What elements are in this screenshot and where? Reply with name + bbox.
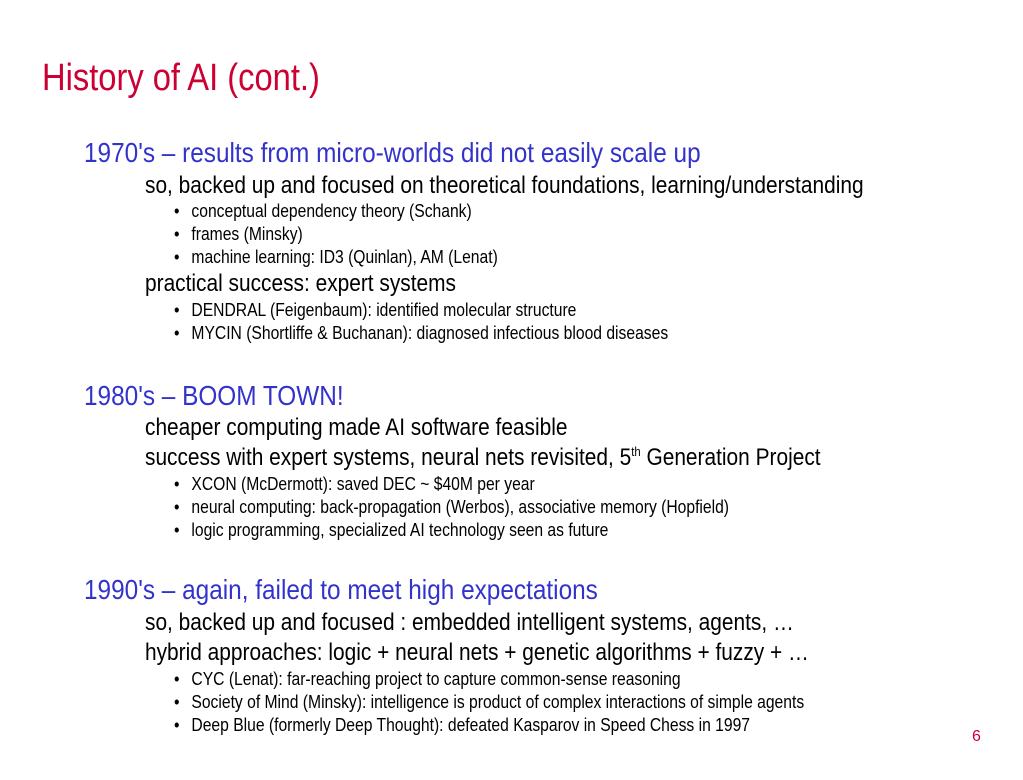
bullet-text: MYCIN (Shortliffe & Buchanan): diagnosed infectious blood diseases xyxy=(191,323,669,343)
bullet-item xyxy=(174,714,750,736)
bullet-item xyxy=(174,223,303,245)
bullet-item xyxy=(174,668,681,690)
bullet-glyph: • xyxy=(174,520,180,540)
bullet-glyph: • xyxy=(174,247,180,267)
section-heading-1990s: 1990's – again, failed to meet high expectations xyxy=(84,574,598,605)
bullet-item xyxy=(174,246,498,268)
subpoint-text: success with expert systems, neural nets revisited, 5 xyxy=(145,444,632,471)
bullet-item xyxy=(174,200,472,222)
bullet-item xyxy=(174,473,535,495)
bullet-glyph: • xyxy=(174,692,180,712)
superscript: th xyxy=(631,444,641,459)
bullet-text: Deep Blue (formerly Deep Thought): defeated Kasparov in Speed Chess in 1997 xyxy=(191,715,750,735)
page-number: 6 xyxy=(972,728,981,745)
bullet-item xyxy=(174,496,729,518)
slide-title: History of AI (cont.) xyxy=(42,57,320,99)
bullet-glyph: • xyxy=(174,497,180,517)
subpoint-1970s-theory: so, backed up and focused on theoretical foundations, learning/understanding xyxy=(145,172,864,199)
bullet-text: neural computing: back-propagation (Werbos), associative memory (Hopfield) xyxy=(191,497,730,517)
bullet-text: DENDRAL (Feigenbaum): identified molecular structure xyxy=(191,300,577,320)
bullet-item xyxy=(174,322,668,344)
bullet-glyph: • xyxy=(174,224,180,244)
section-heading-1980s: 1980's – BOOM TOWN! xyxy=(84,380,344,411)
bullet-text: Society of Mind (Minsky): intelligence is product of complex interactions of simple agents xyxy=(191,692,805,712)
subpoint-text: Generation Project xyxy=(640,444,821,471)
bullet-item xyxy=(174,299,576,321)
section-heading-1970s: 1970's – results from micro-worlds did not easily scale up xyxy=(84,137,701,168)
bullet-glyph: • xyxy=(174,300,180,320)
bullet-glyph: • xyxy=(174,323,180,343)
subpoint-1980s-expert-systems xyxy=(145,443,821,473)
bullet-glyph: • xyxy=(174,201,180,221)
subpoint-1980s-computing: cheaper computing made AI software feasible xyxy=(145,414,568,441)
bullet-glyph: • xyxy=(174,474,180,494)
bullet-glyph: • xyxy=(174,715,180,735)
bullet-text: logic programming, specialized AI technology seen as future xyxy=(191,520,609,540)
bullet-item xyxy=(174,691,804,713)
bullet-text: frames (Minsky) xyxy=(191,224,303,244)
bullet-item xyxy=(174,519,608,541)
subpoint-1990s-embedded: so, backed up and focused : embedded intelligent systems, agents, … xyxy=(145,609,794,636)
bullet-text: CYC (Lenat): far-reaching project to capture common-sense reasoning xyxy=(191,669,681,689)
bullet-text: conceptual dependency theory (Schank) xyxy=(191,201,472,221)
bullet-text: machine learning: ID3 (Quinlan), AM (Lenat) xyxy=(191,247,498,267)
subpoint-1970s-expert-systems: practical success: expert systems xyxy=(145,270,456,297)
bullet-text: XCON (McDermott): saved DEC ~ $40M per year xyxy=(191,474,535,494)
bullet-glyph: • xyxy=(174,669,180,689)
subpoint-1990s-hybrid: hybrid approaches: logic + neural nets + genetic algorithms + fuzzy + … xyxy=(145,639,809,666)
